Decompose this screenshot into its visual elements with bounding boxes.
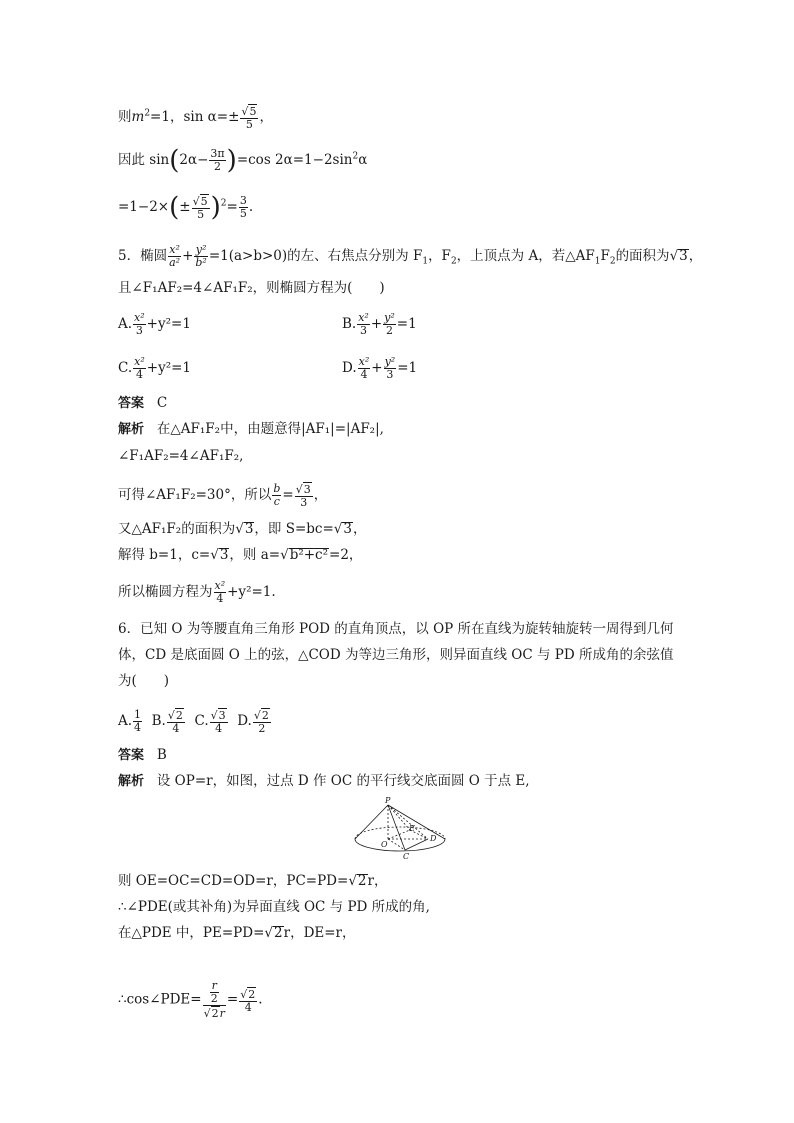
fraction: $\frac{\text{x²}}{3}$ bbox=[134, 311, 145, 337]
q5-option-b: B. $\frac{\text{x²}}{3}$ + $\frac{\text{y²}}{2}$ =1 bbox=[342, 311, 417, 337]
q6-stem-line-3: 为( ) bbox=[118, 673, 170, 689]
segment-cd bbox=[405, 839, 428, 850]
q5-stem-line-2: 且∠F₁AF₂=4∠AF₁F₂，则椭圆方程为( ) bbox=[118, 280, 385, 296]
fraction: $\frac{1}{4}$ bbox=[134, 708, 142, 734]
complex-fraction: $\frac{\frac{r}{2}}{√2r}$ bbox=[203, 979, 225, 1020]
label-o: O bbox=[381, 840, 388, 849]
fraction: $\frac{\text{y²}}{2}$ bbox=[384, 311, 395, 337]
fraction: $\frac{\text{x²}}{3}$ bbox=[358, 311, 369, 337]
fraction: $\frac{\text{x²}}{4}$ bbox=[134, 355, 145, 381]
q6-analysis-line-4: 在△PDE 中，PE=PD=√2r，DE=r， bbox=[118, 925, 356, 941]
q5-analysis-line-1: 解析 在△AF₁F₂中，由题意得|AF₁|=|AF₂|, bbox=[118, 421, 384, 437]
fraction: $\frac{3}{5}$ bbox=[239, 194, 247, 220]
segment-pc bbox=[388, 805, 405, 850]
label-p: P bbox=[385, 797, 391, 805]
q6-answer: 答案 B bbox=[118, 747, 167, 763]
q5-option-a: A. $\frac{\text{x²}}{3}$ +y²=1 bbox=[118, 311, 191, 337]
fraction: $\frac{√3}{3}$ bbox=[295, 483, 311, 509]
q6-analysis-line-2: 则 OE=OC=CD=OD=r，PC=PD=√2r， bbox=[118, 873, 388, 889]
q5-analysis-line-6: 所以椭圆方程为 $\frac{\text{x²}}{4}$ +y²=1. bbox=[118, 579, 276, 605]
cone-figure bbox=[350, 797, 450, 863]
fraction: $\frac{√5}{5}$ bbox=[241, 105, 257, 131]
q5-answer: 答案 C bbox=[118, 395, 168, 411]
fraction: $\frac{√3}{4}$ bbox=[210, 709, 226, 735]
q6-stem-line-2: 体，CD 是底面圆 O 上的弦，△COD 为等边三角形，则异面直线 OC 与 PD 所成角的余弦值 bbox=[118, 647, 674, 663]
q5-analysis-line-5: 解得 b=1，c=√3，则 a=√b²+c²=2， bbox=[118, 547, 363, 563]
fraction: $\frac{\text{x²}}{4}$ bbox=[358, 355, 370, 381]
q6-analysis-line-1: 解析 设 OP=r，如图，过点 D 作 OC 的平行线交底面圆 O 于点 E, bbox=[118, 773, 530, 789]
fraction: $\frac{\text{y²}}{\text{b²}}$ bbox=[195, 243, 207, 269]
label-e: E bbox=[409, 824, 415, 833]
fraction: $\frac{√2}{2}$ bbox=[253, 709, 269, 735]
segment-oc bbox=[388, 839, 405, 850]
fraction: $\frac{\text{y²}}{3}$ bbox=[384, 355, 396, 381]
q6-analysis-line-5: ∴cos∠PDE= $\frac{\frac{r}{2}}{√2r}$ = $\frac{√2}{4}$ . bbox=[118, 979, 263, 1020]
prev-line-1: 则$m^2=1$，sin α=± $\frac{√5}{5}$ ， bbox=[118, 105, 273, 131]
fraction: $\frac{\text{x²}}{4}$ bbox=[214, 579, 226, 605]
fraction: $\frac{r}{2}$ bbox=[210, 979, 218, 1005]
q5-option-c: C. $\frac{\text{x²}}{4}$ +y²=1 bbox=[118, 355, 192, 381]
segment-pe bbox=[388, 805, 410, 830]
cone-slant-left bbox=[355, 805, 388, 839]
q5-analysis-line-4: 又△AF₁F₂的面积为√3，即 S=bc=√3， bbox=[118, 521, 367, 537]
fraction: $\frac{√2}{4}$ bbox=[167, 709, 183, 735]
fraction: $\frac{\text{x²}}{\text{a²}}$ bbox=[169, 243, 181, 269]
q6-analysis-line-3: ∴∠PDE(或其补角)为异面直线 OC 与 PD 所成的角, bbox=[118, 899, 430, 915]
q5-stem-line-1: 5．椭圆 $\frac{\text{x²}}{\text{a²}}$ + $\frac{\text{y²}}{\text{b²}}$ =1(a>b>0)的左、右焦点分别为 $F_1$，$F_2$，上顶点为 A，若$\triangle AF_1F_2$的面积为√3， bbox=[118, 243, 703, 269]
q5-analysis-line-3: 可得∠AF₁F₂=30°，所以 $\frac{b}{c}$ = $\frac{√3}{3}$ ， bbox=[118, 482, 328, 509]
fraction: $\frac{b}{c}$ bbox=[273, 482, 281, 508]
label-d: D bbox=[430, 834, 437, 843]
fraction: $\frac{√5}{5}$ bbox=[192, 195, 208, 221]
q6-options: A. $\frac{1}{4}$ B. $\frac{√2}{4}$ C. $\frac{√3}{4}$ D. $\frac{√2}{2}$ bbox=[118, 708, 269, 735]
q5-analysis-line-2: ∠F₁AF₂=4∠AF₁F₂, bbox=[118, 448, 244, 464]
fraction: $\frac{3\pi}{2}$ bbox=[210, 147, 225, 173]
prev-line-2: 因此 sin(2α− $\frac{3\pi}{2}$ )=cos $2\alpha=1-2\sin^2\alpha$ bbox=[118, 145, 368, 176]
prev-line-3: =1−2×(± $\frac{√5}{5}$ )$^2$= $\frac{3}{5}$ . bbox=[118, 192, 254, 223]
q6-stem-line-1: 6．已知 O 为等腰直角三角形 POD 的直角顶点，以 OP 所在直线为旋转轴旋转一周得到几何 bbox=[118, 621, 674, 637]
label-c: C bbox=[403, 852, 410, 861]
fraction: $\frac{√2}{4}$ bbox=[240, 987, 256, 1014]
cone-slant-right bbox=[388, 805, 445, 839]
q5-option-d: D. $\frac{\text{x²}}{4}$ + $\frac{\text{y²}}{3}$ =1 bbox=[342, 355, 418, 381]
